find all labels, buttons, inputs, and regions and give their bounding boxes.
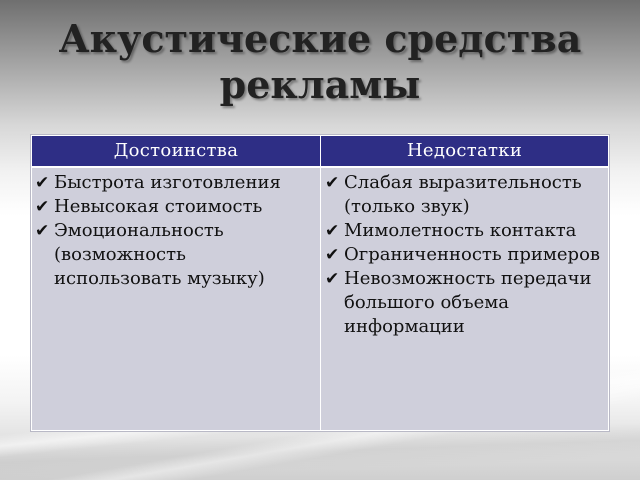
list-item — [325, 243, 605, 267]
checkmark-icon: ✔ — [325, 269, 340, 289]
header-disadvantages: Недостатки — [321, 136, 608, 166]
checkmark-icon: ✔ — [325, 245, 340, 265]
list-item-text: Ограниченность примеров — [344, 244, 601, 265]
list-item — [325, 171, 605, 219]
checkmark-icon: ✔ — [35, 197, 50, 217]
list-item-text: Быстрота изготовления — [54, 172, 281, 193]
list-item — [35, 195, 317, 219]
disadvantages-list — [325, 171, 605, 339]
checkmark-icon: ✔ — [325, 173, 340, 193]
slide-title: Акустические средства рекламы — [58, 16, 582, 107]
list-item-text: Невысокая стоимость — [54, 196, 263, 217]
list-item — [35, 171, 317, 195]
list-item — [35, 219, 317, 291]
checkmark-icon: ✔ — [35, 173, 50, 193]
header-divider — [32, 166, 608, 168]
comparison-table — [31, 135, 609, 431]
advantages-list — [35, 171, 317, 291]
list-item-text: Эмоциональность (возможность использовать музыку) — [54, 220, 265, 289]
list-item — [325, 219, 605, 243]
list-item — [325, 267, 605, 339]
advantages-cell — [35, 171, 317, 430]
header-advantages: Достоинства — [32, 136, 320, 166]
list-item-text: Невозможность передачи большого объема информации — [344, 268, 592, 337]
disadvantages-cell — [325, 171, 605, 430]
list-item-text: Слабая выразительность (только звук) — [344, 172, 582, 217]
column-divider — [320, 136, 321, 430]
checkmark-icon: ✔ — [35, 221, 50, 241]
list-item-text: Мимолетность контакта — [344, 220, 577, 241]
checkmark-icon: ✔ — [325, 221, 340, 241]
